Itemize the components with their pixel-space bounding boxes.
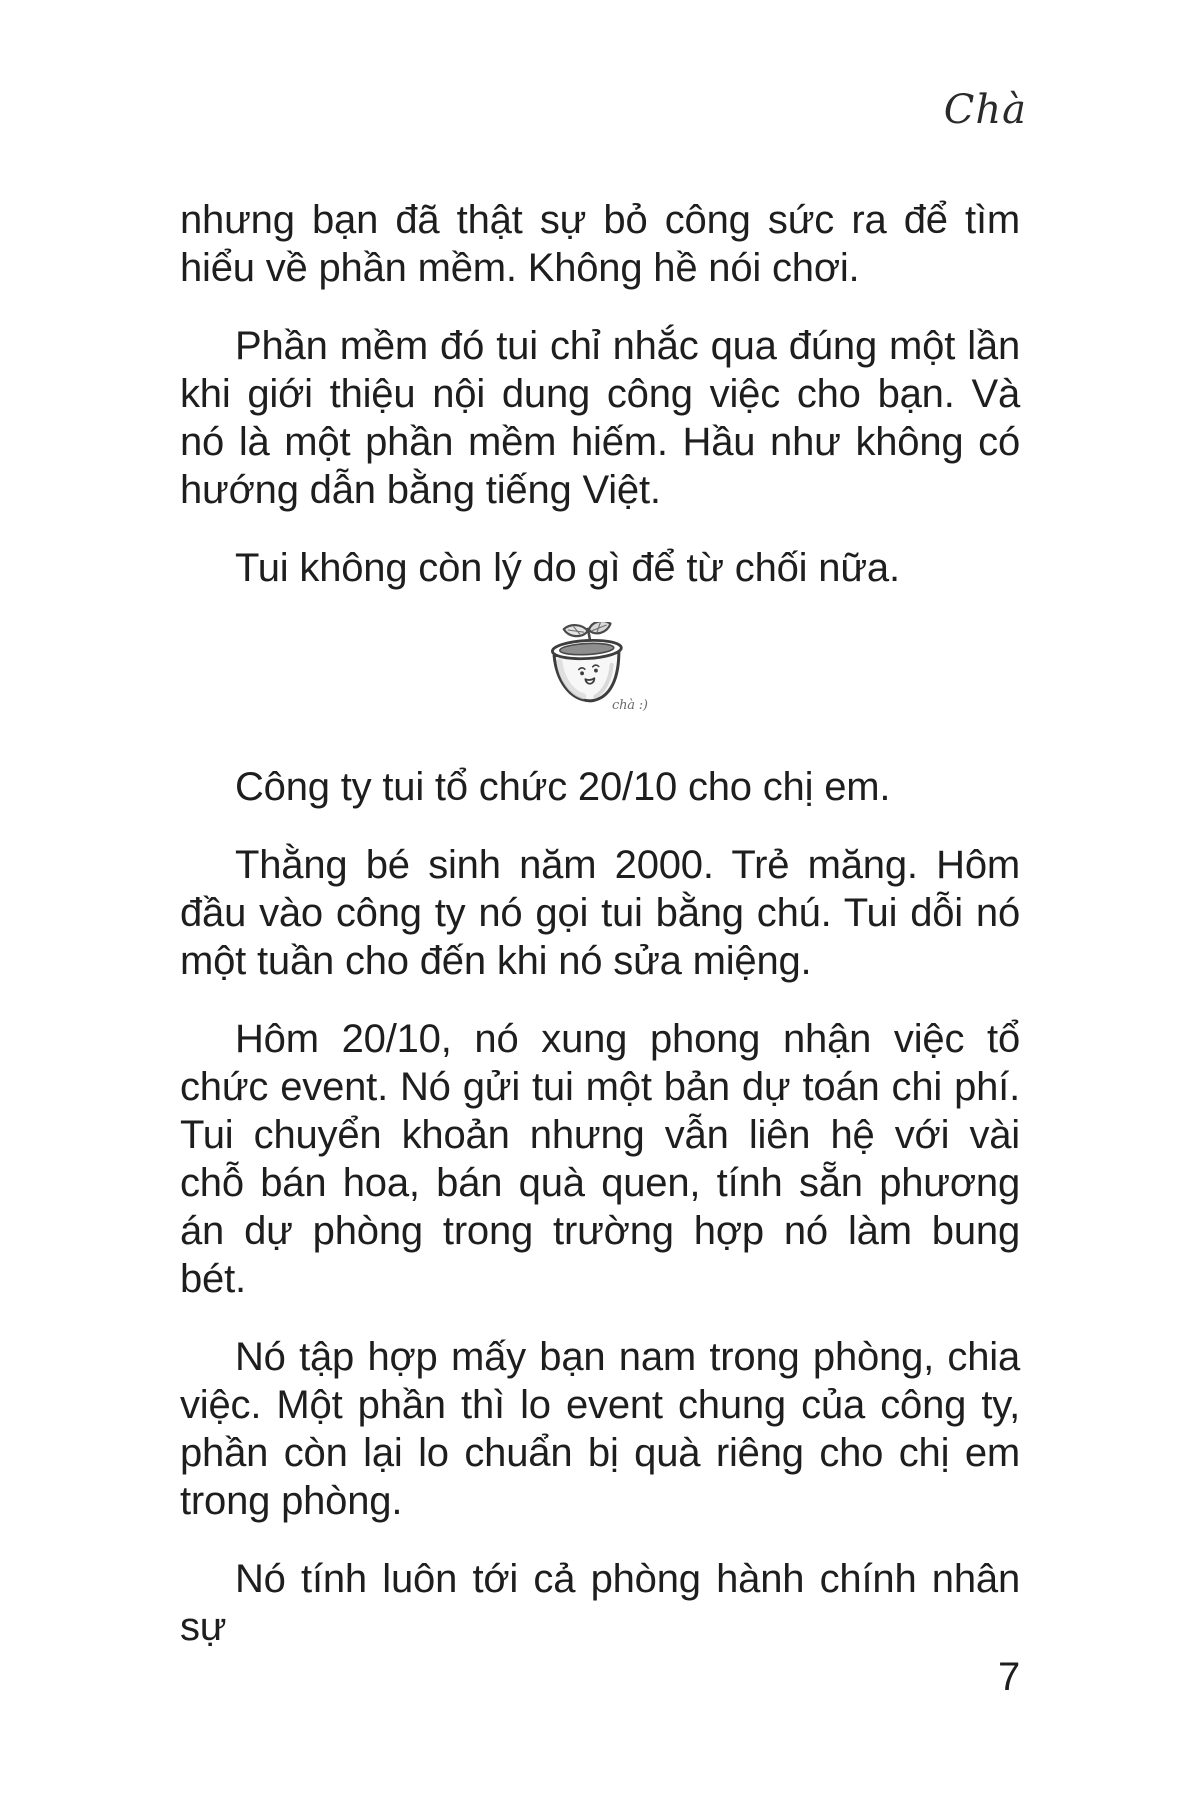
page-body [180,196,1020,1681]
paragraph-3: Tui không còn lý do gì để từ chối nữa. [235,546,900,590]
illustration-signature: chà :) [612,698,648,713]
paragraph-8: Nó tính luôn tới cả phòng hành chính nhân sự [180,1557,1020,1649]
paragraph-1: nhưng bạn đã thật sự bỏ công sức ra để tìm hiểu về phần mềm. Không hề nói chơi. [180,198,1020,290]
paragraph-2: Phần mềm đó tui chỉ nhắc qua đúng một lần khi giới thiệu nội dung công việc cho bạn. Và nó là một phần mềm hiếm. Hầu như không có hướng dẫn bằng tiếng Việt. [180,324,1020,512]
paragraph-7: Nó tập hợp mấy bạn nam trong phòng, chia việc. Một phần thì lo event chung của công ty, phần còn lại lo chuẩn bị quà riêng cho chị em trong phòng. [180,1335,1020,1523]
paragraph-5: Thằng bé sinh năm 2000. Trẻ măng. Hôm đầu vào công ty nó gọi tui bằng chú. Tui dỗi nó một tuần cho đến khi nó sửa miệng. [180,843,1020,983]
paragraph-4: Công ty tui tổ chức 20/10 cho chị em. [235,765,891,809]
flower-pot-icon [546,622,654,720]
paragraph-6: Hôm 20/10, nó xung phong nhận việc tổ chức event. Nó gửi tui một bản dự toán chi phí. Tui chuyển khoản nhưng vẫn liên hệ với vài chỗ bán hoa, bán quà quen, tính sẵn phương án dự phòng trong trường hợp nó làm bung bét. [180,1017,1020,1301]
flower-pot-illustration [180,622,1020,763]
running-header-title: Chà [943,87,1027,133]
page-number: 7 [998,1655,1021,1699]
